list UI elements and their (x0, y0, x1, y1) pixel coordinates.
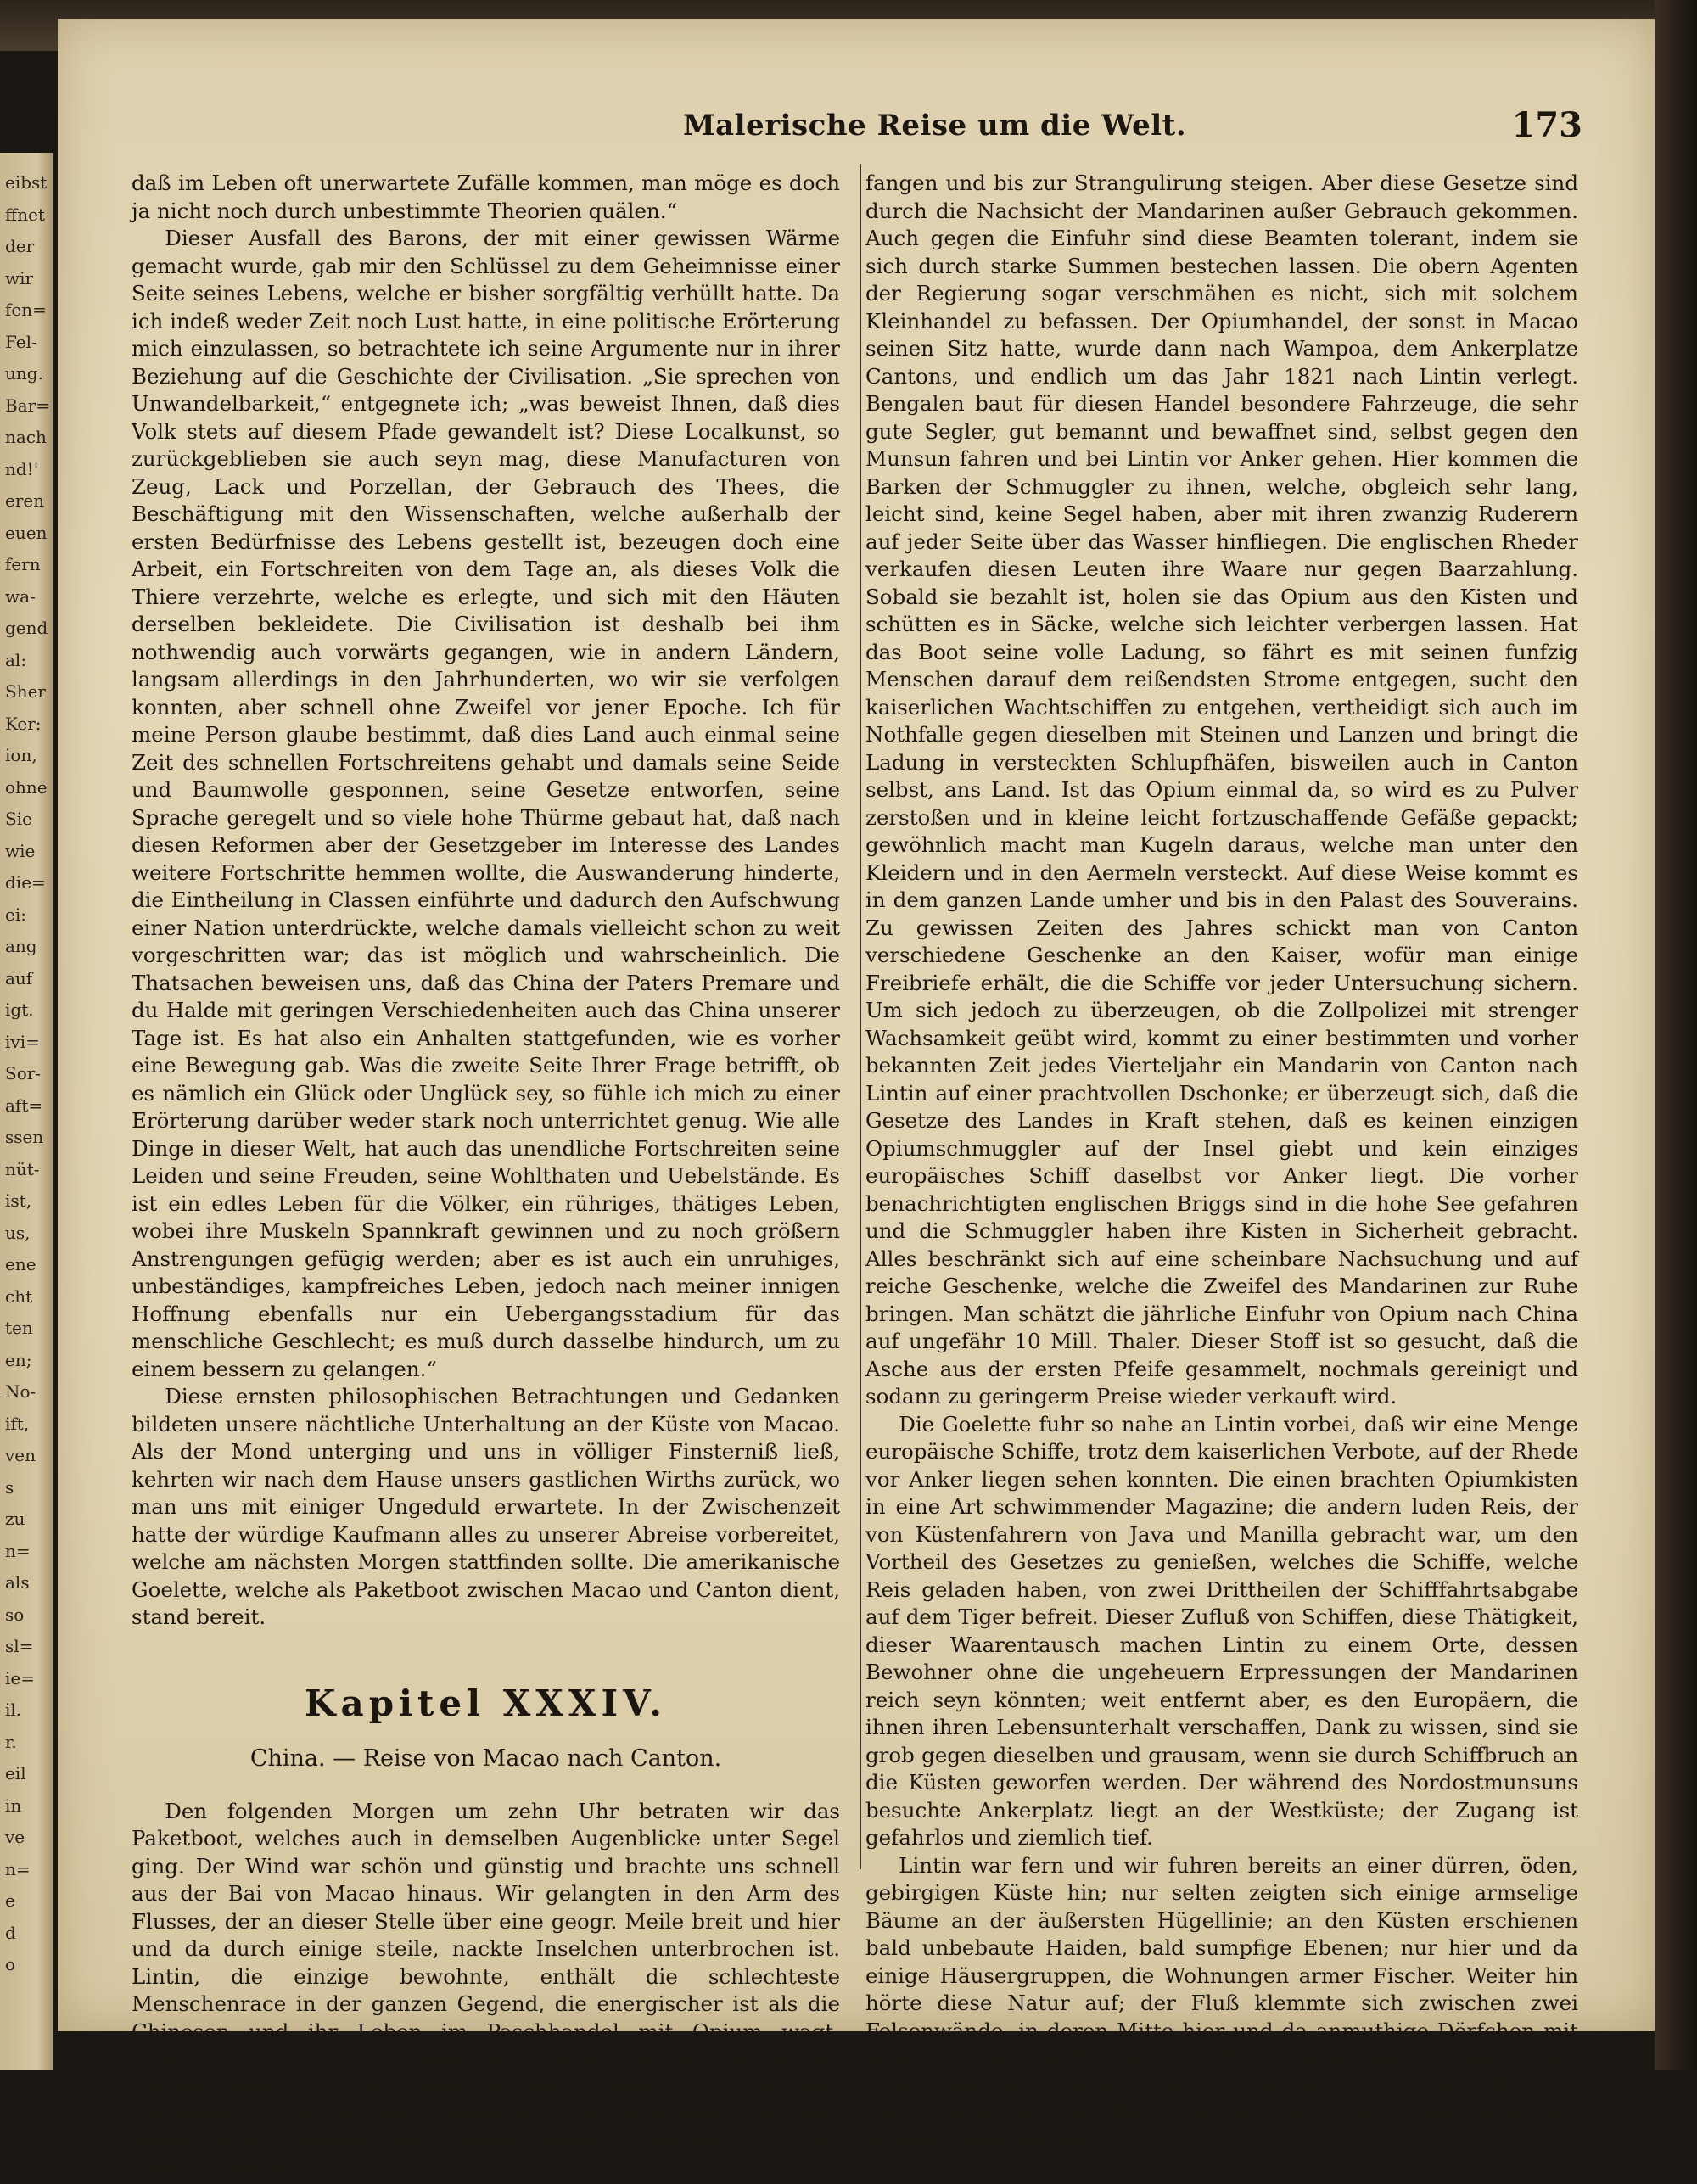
paragraph: Lintin war fern und wir fuhren bereits an einer dürren, öden, gebirgigen Küste hin; nur selten zeigten sich einige armselige Bäume an der äußersten Hügellinie; an den Küsten erschienen bald unbebaute Haiden, bald sumpfige Ebenen; nur hier und da einige Häusergruppen, die Wohnungen armer Fischer. Weiter hin hörte diese Natur auf; der Fluß klemmte sich zwischen zwei Felsenwände, in deren Mitte hier und da anmuthige Dörfchen mit einem Gürtel von Blumen- und Baumgärten hervorschimmerten. Kriegs- und Handelsdschonken, Schampans von jeder Farbe und Größe bedeckten den Fluß und kreuzten sich in jeder Richtung, während eine Menge (865, 1852, 1578, 2153)
running-title: Malerische Reise um die Welt. (683, 109, 1187, 143)
adjacent-page-fragment: Sor- (5, 1063, 42, 1084)
adjacent-page-fragment: als (5, 1572, 30, 1593)
adjacent-page-fragment: ie= (5, 1667, 35, 1688)
adjacent-page-fragment: wir (5, 267, 34, 288)
column-divider (860, 164, 861, 1869)
adjacent-page-fragment: eibst (5, 172, 48, 193)
adjacent-page-fragment: ohne (5, 776, 48, 798)
adjacent-page-fragment: r. (5, 1731, 17, 1752)
page-number: 173 (1511, 105, 1582, 145)
adjacent-page-fragment: gend (5, 618, 48, 638)
adjacent-page-fragment: eil (5, 1763, 26, 1784)
adjacent-page-fragment: euen (5, 522, 48, 543)
adjacent-page-fragment: die= (5, 872, 46, 893)
adjacent-page-fragment: us, (5, 1222, 31, 1243)
chapter-title: Kapitel XXXIV. (304, 1682, 667, 1724)
adjacent-page-fragment: cht (5, 1285, 33, 1307)
paragraph: Diese ernsten philosophischen Betrachtungen und Gedanken bildeten unsere nächtliche Unterhaltung an der Küste von Macao. Als der Mond unterging und uns in völliger Finsterniß ließ, kehrten wir nach dem Hause unsers gastlichen Wirths zurück, wo man uns mit einiger Ungeduld erwartete. In der Zwischenzeit hatte der würdige Kaufmann alles zu unserer Abreise vorbereitet, welche am nächsten Morgen stattfinden sollte. Die amerikanische Goelette, welche als Paketboot zwischen Macao und Canton dient, stand bereit. (132, 1384, 840, 1629)
adjacent-page-fragment: e (5, 1890, 15, 1911)
adjacent-page-fragment: ei: (5, 904, 26, 925)
left-column (132, 170, 840, 2184)
adjacent-page-fragment: igt. (5, 1000, 34, 1020)
adjacent-page-fragment: nd!' (5, 458, 39, 479)
adjacent-page-fragment: en; (5, 1349, 32, 1370)
chapter-subtitle: China. — Reise von Macao nach Canton. (249, 1744, 722, 1772)
adjacent-page-fragment: nach (5, 427, 47, 447)
adjacent-page-fragment: nüt- (5, 1158, 40, 1179)
adjacent-page-fragment: o (5, 1954, 16, 1974)
adjacent-page-fragment: so (5, 1604, 25, 1625)
adjacent-page-fragment: il. (5, 1700, 22, 1720)
adjacent-page-fragment: in (5, 1795, 22, 1816)
adjacent-page-fragment: n= (5, 1858, 31, 1879)
adjacent-page-fragment: ung. (5, 363, 43, 384)
adjacent-page-fragment: Fel- (5, 331, 37, 352)
adjacent-page-fragment: zu (5, 1509, 25, 1529)
adjacent-page-fragment: ssen (5, 1127, 44, 1147)
adjacent-page-fragment: Sher (5, 681, 46, 702)
paragraph: fangen und bis zur Strangulirung steigen. Aber diese Gesetze sind durch die Nachsicht der Mandarinen außer Gebrauch gekommen. Auch gegen die Einfuhr sind diese Beamten tolerant, indem sie sich durch starke Summen bestechen lassen. Die obern Agenten der Regierung sogar verschmähen es nicht, sich mit solchem Kleinhandel zu befassen. Der Opiumhandel, der sonst in Macao seinen Sitz hatte, wurde dann nach Wampoa, dem Ankerplatze Cantons, und endlich um das Jahr 1821 nach Lintin verlegt. Bengalen baut für diesen Handel besondere Fahrzeuge, die sehr gute Segler, gut bemannt und bewaffnet sind, selbst gegen den Munsun fahren und bei Lintin vor Anker gehen. Hier kommen die Barken der Schmuggler zu ihnen, welche, obgleich sehr lang, leicht sind, keine Segel haben, aber mit ihren zwanzig Ruderern auf jeder Seite über das Wasser hinfliegen. Die englischen Rheder verkaufen diesen Leuten ihre Waare nur gegen Baarzahlung. Sobald sie bezahlt ist, holen sie das Opium aus den Kisten und schütten es in Säcke, welche sich leichter verbergen lassen. Hat das Boot seine volle Ladung, so fährt es mit seinen funfzig Menschen darauf dem reißendsten Strome entgegen, sucht den kaiserlichen Wachtschiffen zu entgehen, vertheidigt sich auch im Nothfalle gegen dieselben mit Steinen und Lanzen und bringt die Ladung in versteckten Schlupfhäfen, bisweilen auch in Canton selbst, ans Land. Ist das Opium einmal da, so wird es zu Pulver zerstoßen und in kleine leicht fortzuschaffende Gefäße gepackt; gewöhnlich macht man Kugeln daraus, welche man unter den Kleidern und in den Aermeln versteckt. Auf diese Weise kommt es in dem ganzen Lande umher und bis in den Palast des Souverains. Zu gewissen Zeiten des Jahres schickt man von Canton verschiedene Geschenke an den Kaiser, wofür man einige Freibriefe erhält, die die Schiffe vor jeder Untersuchung sichern. Um sich jedoch zu überzeugen, ob die Zollpolizei mit strenger Wachsamkeit geübt wird, kommt zu einer bestimmten und vorher bekannten Zeit jedes Vierteljahr ein Mandarin von Canton nach Lintin auf einer prachtvollen Dschonke; er überzeugt sich, daß die Gesetze des Landes in Kraft stehen, daß es keinen einzigen Opiumschmuggler auf der Insel giebt und kein einziges europäisches Schiff daselbst vor Anker liegt. Die vorher benachrichtigten englischen Briggs sind in die hohe See gefahren und die Schmuggler haben ihre Kisten in Sicherheit gebracht. Alles beschränkt sich auf eine scheinbare Nachsuchung und auf reiche Geschenke, welche die Zweifel des Mandarinen zur Ruhe bringen. Man schätzt die jährliche Einfuhr von Opium nach China auf ungefähr 10 Mill. Thaler. Dieser Stoff ist so gesucht, daß die Asche aus der ersten Pfeife gesammelt, nochmals gereinigt und sodann zu geringerm Preise wieder verkauft wird. (865, 171, 1578, 1408)
adjacent-page-fragment: ift, (5, 1413, 30, 1434)
adjacent-page-fragment: Ker: (5, 713, 42, 734)
adjacent-page-fragment: Sie (5, 809, 32, 829)
adjacent-page-fragment: n= (5, 1540, 31, 1561)
adjacent-page-fragment: ffnet (5, 204, 45, 225)
adjacent-page-fragment: der (5, 236, 35, 256)
binding-shadow-right (1655, 0, 1697, 2070)
adjacent-page-fragment: ang (5, 936, 37, 956)
adjacent-page-fragment: ivi= (5, 1031, 40, 1052)
adjacent-page-fragment: Bar= (5, 395, 50, 416)
adjacent-page-fragment: ist, (5, 1190, 32, 1211)
adjacent-page-fragment: ten (5, 1318, 33, 1338)
paragraph: Den folgenden Morgen um zehn Uhr betraten wir das Paketboot, welches auch in demselben Augenblicke unter Segel ging. Der Wind war schön und günstig und brachte uns schnell aus der Bai von Macao hinaus. Wir gelangten in den Arm des Flusses, der an dieser Stelle über eine geogr. Meile breit und hier und da durch einige steile, nackte Inselchen unterbrochen ist. Lintin, die einzige bewohnte, enthält die schlechteste Menschenrace in der ganzen Gegend, die energischer ist als die Chinesen und ihr Leben im Paschhandel mit Opium wagt. Obgleich der Gebrauch dieses narkotischen Mittels im ganzen Reiche gewöhnlich ist, wird es doch gesetzlich unter den härtesten Strafen verboten. Diejenigen, welche es verkaufen oder verbrauchen, werden mit Strafen bedroht, welche von der Bastonnade an- (132, 1798, 840, 2181)
adjacent-page-fragment: ven (5, 1445, 36, 1465)
adjacent-page-edge (0, 153, 53, 2070)
paragraph: Die Goelette fuhr so nahe an Lintin vorbei, daß wir eine Menge europäische Schiffe, trotz dem kaiserlichen Verbote, auf der Rhede vor Anker liegen sehen konnten. Die einen brachten Opiumkisten in eine Art schwimmender Magazine; die andern luden Reis, der von Küstenfahrern von Java und Manilla gebracht war, um den Vortheil des Gesetzes zu genießen, welches die Schiffe, welche Reis geladen haben, von zwei Drittheilen der Schifffahrtsabgabe auf dem Tiger befreit. Dieser Zufluß von Schiffen, diese Thätigkeit, dieser Waarentausch machen Lintin zu einem Orte, dessen Bewohner ohne die ungeheuern Erpressungen der Mandarinen reich seyn könnten; weit entfernt aber, es den Europäern, die ihnen ihren Lebensunterhalt verschaffen, Dank zu wissen, sind sie grob gegen dieselben und grausam, wenn sie durch Schiffbruch an die Küsten geworfen werden. Der während des Nordostmunsuns besuchte Ankerplatz liegt an der Westküste; der Zugang ist gefahrlos und ziemlich tief. (865, 1411, 1578, 1850)
adjacent-page-fragment: fen= (5, 300, 47, 320)
paragraph: Dieser Ausfall des Barons, der mit einer gewissen Wärme gemacht wurde, gab mir den Schlüssel zu dem Geheimnisse einer Seite seines Lebens, welche er bisher sorgfältig verhüllt hatte. Da ich indeß weder Zeit noch Lust hatte, in eine politische Erörterung mich einzulassen, so betrachtete ich seine Argumente nur in ihrer Beziehung auf die Geschichte der Civilisation. „Sie sprechen von Unwandelbarkeit,“ entgegnete ich; „was beweist Ihnen, daß dies Volk stets auf diesem Pfade gewandelt ist? Diese Localkunst, so zurückgeblieben sie auch seyn mag, diese Manufacturen von Zeug, Lack und Porzellan, der Gebrauch des Thees, die Beschäftigung mit den Wissenschaften, welche außerhalb der ersten Bedürfnisse des Lebens gestellt ist, bezeugen doch eine Arbeit, ein Fortschreiten von dem Tage an, als dieses Volk die Thiere verzehrte, welche es erlegte, und sich mit den Häuten derselben bekleidete. Die Civilisation ist deshalb bei ihm nothwendig auch vorwärts gegangen, wie in andern Ländern, langsam allerdings in den Jahrhunderten, wo wir sie verfolgen konnten, aber schnell ohne Zweifel vor jener Epoche. Ich für meine Person glaube bestimmt, daß dies Land auch einmal seine Zeit des schnellen Fortschreitens gehabt und damals seine Seide und Baumwolle gesponnen, seine Gesetze entworfen, seine Sprache geregelt und so viele hohe Thürme gebaut hat, daß nach diesen Reformen aber der Gesetzgeber im Interesse des Landes weitere Fortschritte hemmen wollte, die Auswanderung hinderte, die Eintheilung in Classen einführte und dadurch den Aufschwung einer Nation unterdrückte, welche damals vielleicht schon zu weit vorgeschritten war; das ist möglich und wahrscheinlich. Die Thatsachen beweisen uns, daß das China der Paters Premare und du Halde mit geringen Verschiedenheiten auch das China unserer Tage ist. Es hat also ein Anhalten stattgefunden, wie es vorher eine Bewegung gab. Was die zweite Seite Ihrer Frage betrifft, ob es nämlich ein Glück oder Unglück sey, so fühle ich mich zu einer Erörterung darüber weder stark noch unterrichtet genug. Wie alle Dinge in dieser Welt, hat auch das unendliche Fortschreiten seine Leiden und seine Freuden, seine Wohlthaten und Uebelstände. Es ist ein edles Leben für die Völker, ein rühriges, thätiges Leben, wobei ihre Muskeln Spannkraft gewinnen und zu noch größern Anstrengungen gefügig werden; aber es ist auch ein unruhiges, unbeständiges, kampfreiches Leben, jedoch nach meiner innigen Hoffnung ebenfalls nur ein Uebergangsstadium für das menschliche Geschlecht; es muß durch dasselbe hindurch, um zu einem bessern zu gelangen.“ (132, 226, 840, 1381)
adjacent-page-fragment: sl= (5, 1636, 34, 1656)
adjacent-page-fragment: ion, (5, 745, 37, 765)
adjacent-page-fragment: auf (5, 967, 33, 988)
adjacent-page-fragment: No- (5, 1381, 36, 1402)
adjacent-page-fragment: wa- (5, 585, 36, 607)
adjacent-page-fragment: eren (5, 490, 45, 511)
adjacent-page-fragment: al: (5, 649, 27, 670)
right-column (865, 170, 1578, 2155)
adjacent-page-fragment: ve (5, 1827, 25, 1847)
adjacent-page-fragment: fern (5, 554, 41, 574)
adjacent-page-fragment: s (5, 1476, 14, 1498)
paragraph: daß im Leben oft unerwartete Zufälle kommen, man möge es doch ja nicht noch durch unbestimmte Theorien quälen.“ (132, 171, 840, 223)
page-header (683, 105, 1582, 151)
adjacent-page-fragment: d (5, 1922, 16, 1943)
adjacent-page-fragment: wie (5, 840, 36, 861)
adjacent-page-fragment: aft= (5, 1095, 43, 1116)
adjacent-page-fragment: ene (5, 1254, 36, 1274)
